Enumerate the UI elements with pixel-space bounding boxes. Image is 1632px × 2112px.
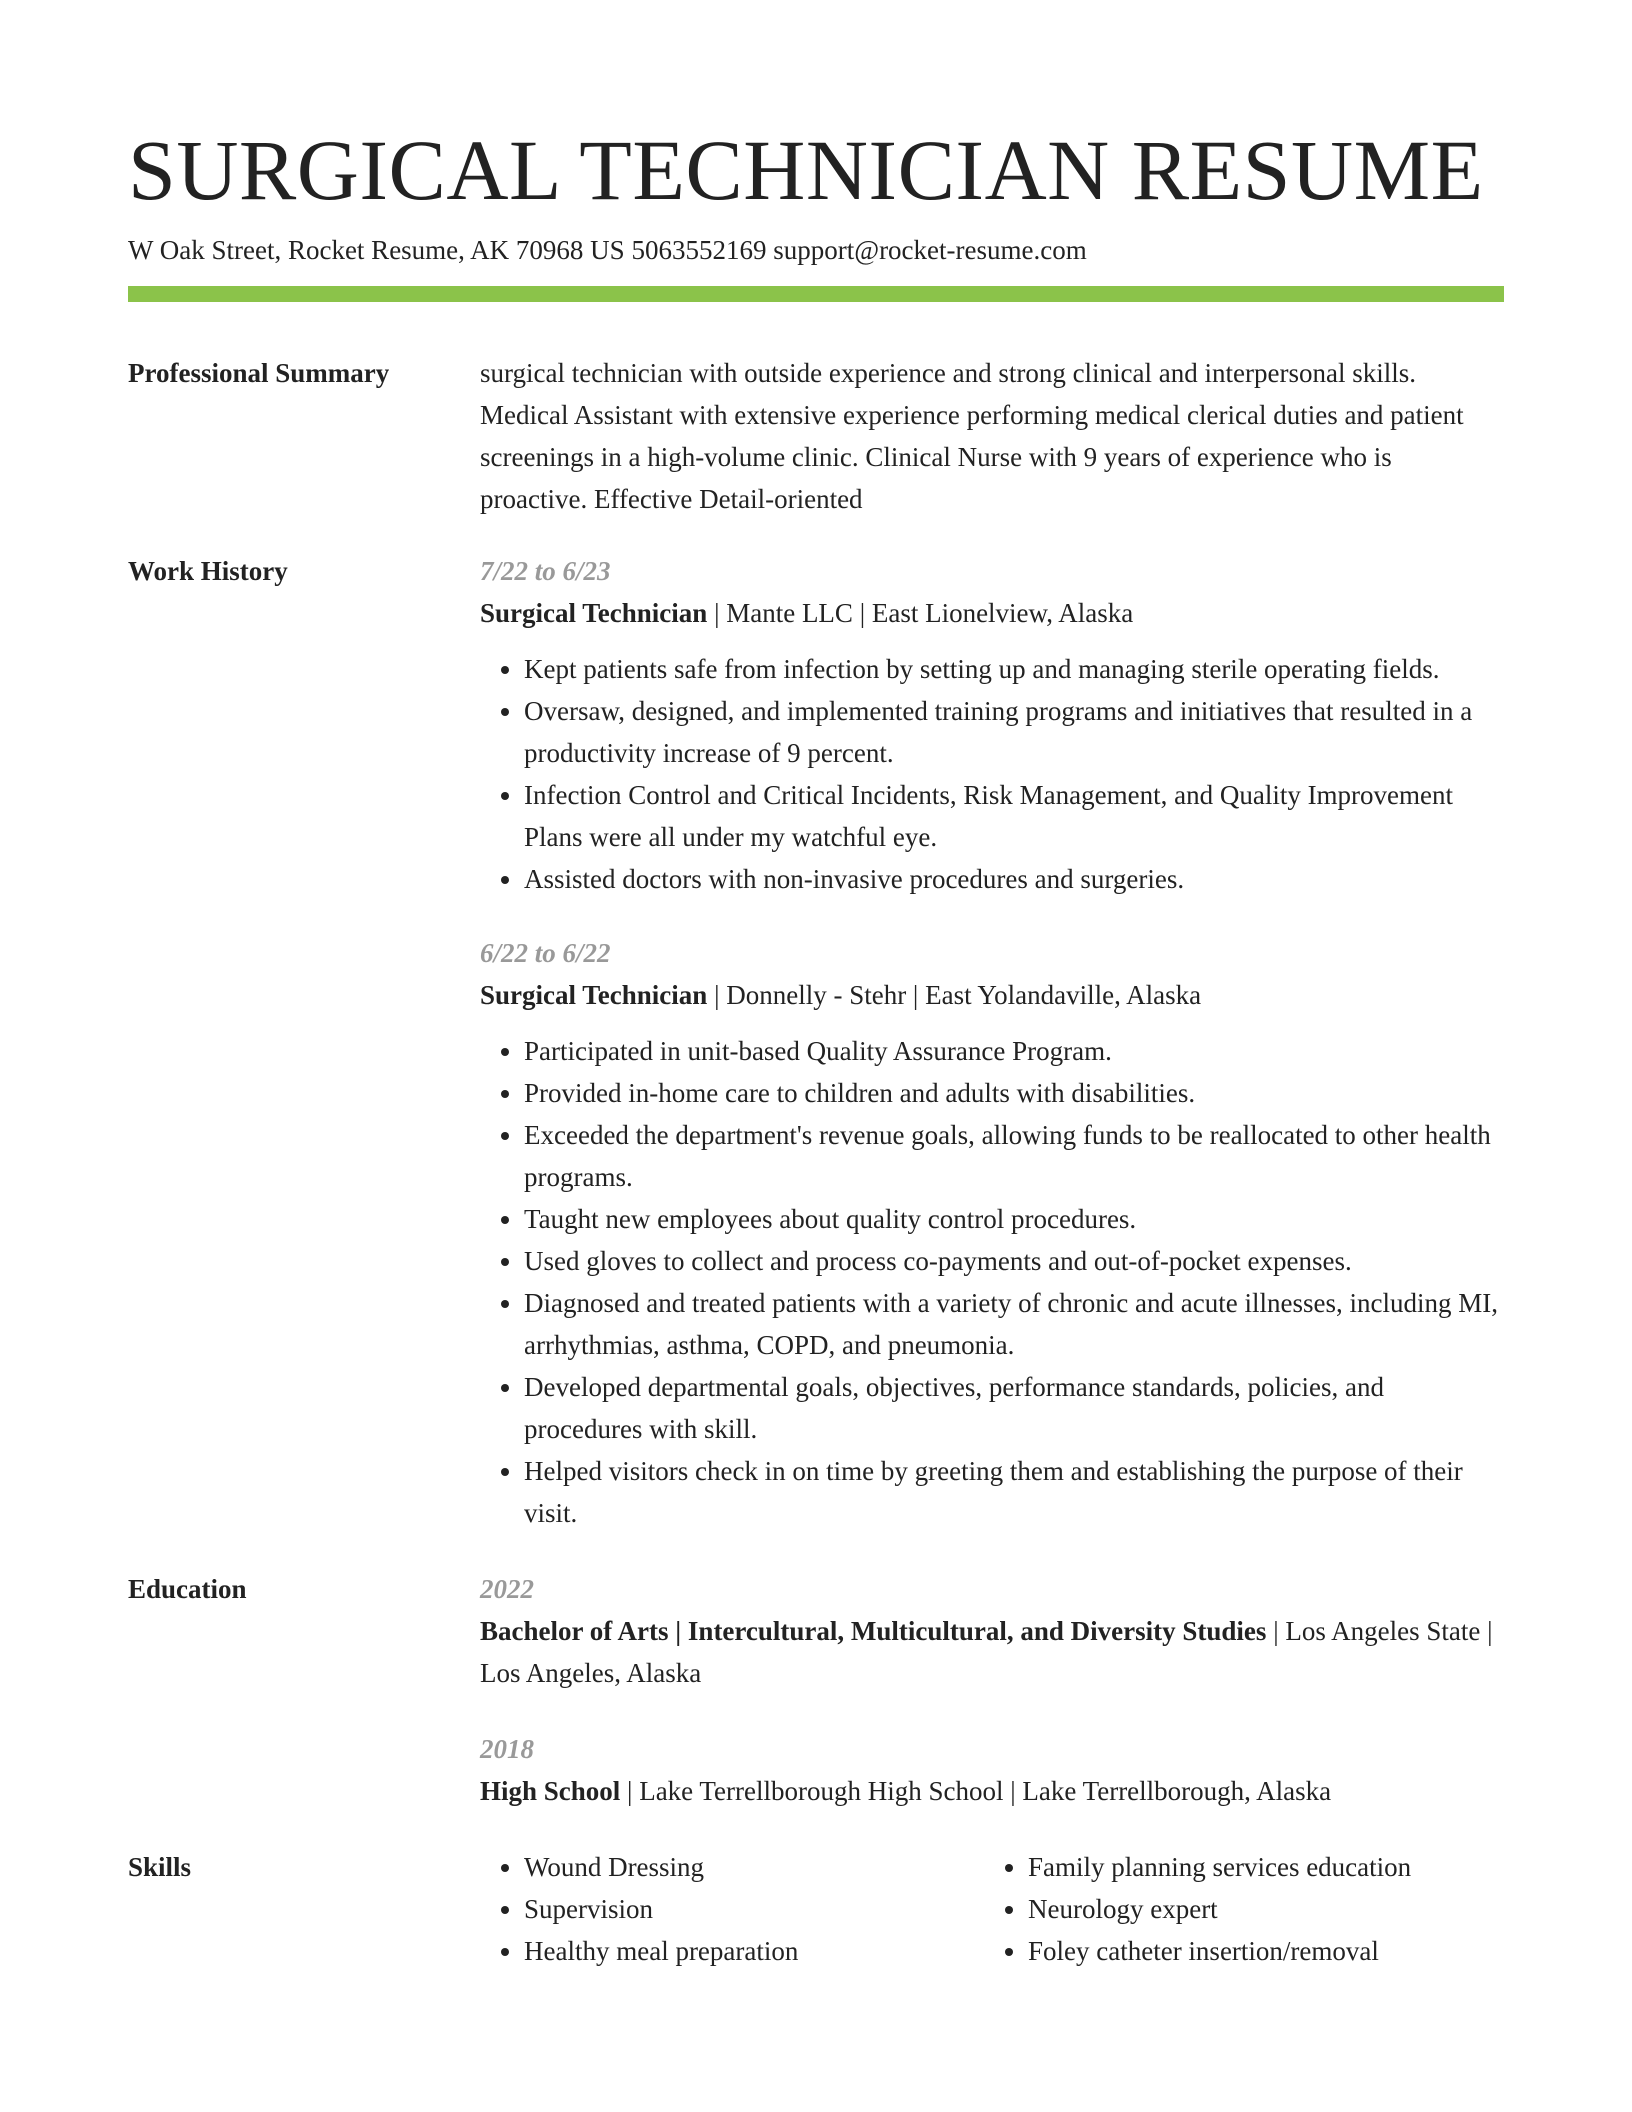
skills-list-left <box>480 1846 984 1972</box>
list-item: • Neurology expert <box>1028 1888 1488 1930</box>
skills-columns <box>480 1846 1504 1972</box>
job-title: Surgical Technician <box>480 598 708 628</box>
education-degree: High School <box>480 1776 621 1806</box>
job-role-line <box>480 974 1504 1016</box>
work-history-section <box>128 550 1504 1534</box>
resume-title: SURGICAL TECHNICIAN RESUME <box>128 122 1484 218</box>
education-degree: Bachelor of Arts | Intercultural, Multicultural, and Diversity Studies <box>480 1616 1267 1646</box>
skills-section <box>128 1846 1504 1972</box>
education-line <box>480 1770 1504 1812</box>
contact-email: support@rocket-resume.com <box>773 235 1087 265</box>
summary-heading: Professional Summary <box>128 358 390 388</box>
list-item: • Participated in unit-based Quality Assurance Program. <box>524 1030 1504 1072</box>
education-date: 2022 <box>480 1574 534 1604</box>
list-item: • Foley catheter insertion/removal <box>1028 1930 1488 1972</box>
education-line <box>480 1610 1504 1694</box>
contact-line <box>128 232 1504 268</box>
skills-list-right <box>984 1846 1488 1972</box>
job-date: 6/22 to 6/22 <box>480 938 611 968</box>
list-item: • Taught new employees about quality control procedures. <box>524 1198 1504 1240</box>
list-item: • Wound Dressing <box>524 1846 984 1888</box>
job-entry <box>480 550 1504 900</box>
resume-page <box>128 0 1504 1972</box>
list-item: • Helped visitors check in on time by greeting them and establishing the purpose of their visit. <box>524 1450 1504 1534</box>
list-item: • Infection Control and Critical Incidents, Risk Management, and Quality Improvement Plans were all under my watchful eye. <box>524 774 1504 858</box>
list-item: • Oversaw, designed, and implemented training programs and initiatives that resulted in a productivity increase of 9 percent. <box>524 690 1504 774</box>
education-heading: Education <box>128 1574 247 1604</box>
list-item: • Provided in-home care to children and adults with disabilities. <box>524 1072 1504 1114</box>
list-item: • Family planning services education <box>1028 1846 1488 1888</box>
work-history-body <box>480 550 1504 1534</box>
list-item: • Used gloves to collect and process co-payments and out-of-pocket expenses. <box>524 1240 1504 1282</box>
job-details: | Mante LLC | East Lionelview, Alaska <box>707 598 1134 628</box>
education-date: 2018 <box>480 1734 534 1764</box>
list-item: • Developed departmental goals, objectives, performance standards, policies, and procedures with skill. <box>524 1366 1504 1450</box>
list-item: • Assisted doctors with non-invasive procedures and surgeries. <box>524 858 1504 900</box>
contact-address: W Oak Street, Rocket Resume, AK 70968 US <box>128 235 625 265</box>
list-item: • Diagnosed and treated patients with a variety of chronic and acute illnesses, including MI, arrhythmias, asthma, COPD, and pneumonia. <box>524 1282 1504 1366</box>
education-section <box>128 1568 1504 1812</box>
skills-heading: Skills <box>128 1852 192 1882</box>
education-details: | Lake Terrellborough High School | Lake Terrellborough, Alaska <box>620 1776 1332 1806</box>
education-details: | Los Angeles State | Los Angeles, Alaska <box>480 1616 1493 1688</box>
job-role-line <box>480 592 1504 634</box>
list-item: • Healthy meal preparation <box>524 1930 984 1972</box>
summary-section <box>128 352 1504 520</box>
job-bullets <box>480 648 1504 900</box>
job-details: | Donnelly - Stehr | East Yolandaville, Alaska <box>707 980 1202 1010</box>
summary-text: surgical technician with outside experience and strong clinical and interpersonal skills. Medical Assistant with extensive experience performing medical clerical duties and patient screenings in a high-volume clinic. Clinical Nurse with 9 years of experience who is proactive. Effective Detail-oriented <box>480 358 1464 514</box>
job-title: Surgical Technician <box>480 980 708 1010</box>
education-body <box>480 1568 1504 1812</box>
list-item: • Supervision <box>524 1888 984 1930</box>
accent-divider <box>128 286 1504 302</box>
list-item: • Kept patients safe from infection by setting up and managing sterile operating fields. <box>524 648 1504 690</box>
work-history-heading: Work History <box>128 556 288 586</box>
education-entry <box>480 1568 1504 1694</box>
contact-phone: 5063552169 <box>631 235 767 265</box>
job-date: 7/22 to 6/23 <box>480 556 611 586</box>
list-item: • Exceeded the department's revenue goals, allowing funds to be reallocated to other health programs. <box>524 1114 1504 1198</box>
job-bullets <box>480 1030 1504 1534</box>
education-entry <box>480 1728 1504 1812</box>
job-entry <box>480 932 1504 1534</box>
